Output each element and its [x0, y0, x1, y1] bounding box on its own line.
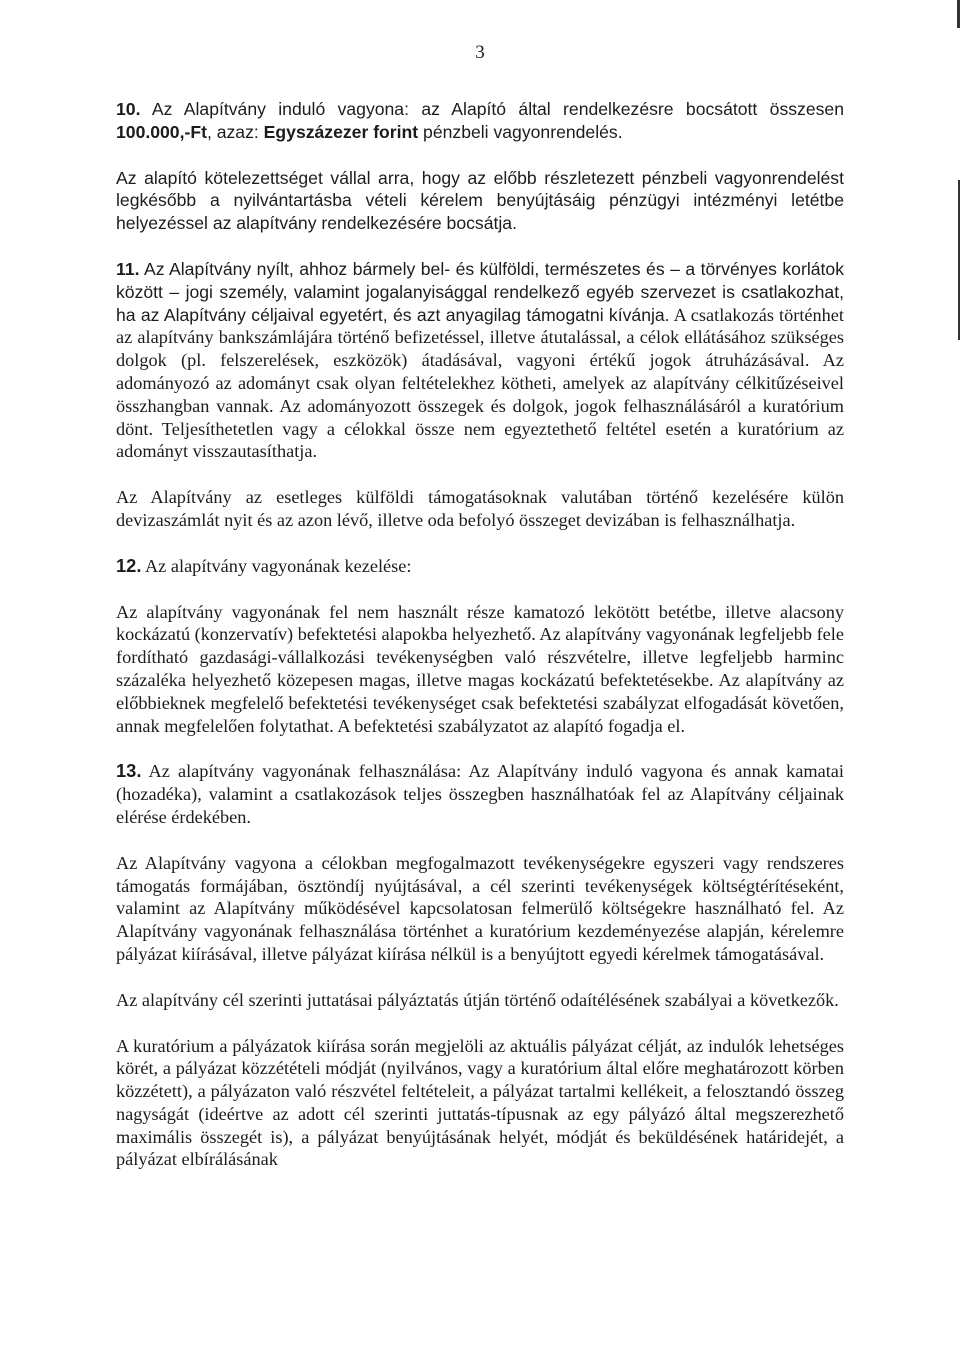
p12-heading-text: Az alapítvány vagyonának kezelése: — [141, 555, 412, 576]
paragraph-12-management: Az alapítvány vagyonának fel nem használt része kamatozó lekötött betétbe, illetve alacsony kockázatú (konzervatív) befektetési alapokba helyezhető. Az alapítvány vagyonának legfeljebb fele fordítható gazdasági-vállalkozási tevékenységben való részvételre, illetve legfeljebb harminc százaléka helyezhető közepesen magas, illetve magas kockázatú befektetésekbe. Az alapítvány az előbbieknek megfelelő befektetési tevékenységet csak befektetési szabályzat elfogadását követően, annak megfelelően folytathat. A befektetési szabályzatot az alapító fogadja el. — [116, 601, 844, 736]
paragraph-11 — [116, 258, 844, 463]
paragraph-13 — [116, 760, 844, 828]
paragraph-13-rules: Az alapítvány cél szerinti juttatásai pályáztatás útján történő odaítélésének szabályai a következők. — [116, 989, 839, 1010]
p11-text-2: A csatlakozás történhet az alapítvány bankszámlájára történő befizetéssel, illetve átutalással, a célok ellátásához szükséges dolgok (pl. felszerelések, eszközök) átadásával, vagyoni értékű jogok átruházásával. Az adományozó az adományt csak olyan feltételekhez kötheti, amelyek az alapítvány célkitűzéseivel összhangban vannak. Az adományozott összegek és dolgok, jogok felhasználásáról a kuratórium dönt. Teljesíthetetlen vagy a célokkal össze nem egyeztethető feltétel esetén a kuratórium az adományt visszautasíthatja. — [116, 304, 844, 462]
section-number-13: 13. — [116, 760, 142, 782]
section-number-10: 10. — [116, 99, 141, 119]
paragraph-10-deposit: Az alapító kötelezettséget vállal arra, hogy az előbb részletezett pénzbeli vagyonrendelést legkésőbb a nyilvántartásba vételi kérelem benyújtásáig pénzügyi intézményi letétbe helyezéssel az alapítvány rendelkezésére bocsátja. — [116, 167, 844, 234]
p10-text-2: , azaz: — [206, 121, 264, 142]
document-body — [116, 98, 844, 1194]
p11-text-1: Az Alapítvány nyílt, ahhoz bármely bel- és külföldi, természetes és – a törvényes korlátok között – jogi személy, valamint jogalanyisággal rendelkező egyéb szervezet is csatlakozhat, ha az Alapítvány céljaival egyetért, és azt anyagilag támogatni kívánja. — [116, 258, 844, 325]
p13-text: Az alapítvány vagyonának felhasználása: Az Alapítvány induló vagyona és annak kamatai (hozadéka), valamint a csatlakozások teljes összegben használhatóak fel az Alapítvány céljainak elérése érdekében. — [116, 761, 844, 827]
section-number-11: 11. — [116, 258, 140, 279]
paragraph-10 — [116, 98, 844, 144]
p10-amount: 100.000,-Ft — [116, 121, 207, 142]
paragraph-13-tender: A kuratórium a pályázatok kiírása során megjelöli az aktuális pályázat célját, az indulók lehetséges körét, a pályázat közzétételi módját (nyilvános, vagy a kuratórium által előre meghatározott körben közzétett), a pályázaton való részvétel feltételeit, a pályázat tartalmi kellékeit, a felosztandó összeg nagyságát (ideértve az adott cél szerinti juttatás-típusnak az egy pályázó által megszerezhető maximális összegét is), a pályázat benyújtásának helyét, módját és beküldésének határidejét, a pályázat elbírálásának — [116, 1035, 844, 1170]
paragraph-13-usage: Az Alapítvány vagyona a célokban megfogalmazott tevékenységekre egyszeri vagy rendszeres támogatás formájában, ösztöndíj nyújtásával, a cél szerinti tevékenységek költségtérítéseként, valamint az Alapítvány működésével kapcsolatosan felmerülő költségekre használható fel. Az Alapítvány vagyonának felhasználása történhet a kuratórium kezdeményezése alapján, kérelemre pályázat kiírásával, illetve pályázat kiírása nélkül is a benyújtott egyedi kérelmek támogatásával. — [116, 852, 844, 964]
page-number: 3 — [475, 42, 485, 63]
section-number-12: 12. — [116, 554, 142, 576]
p10-text-3: pénzbeli vagyonrendelés. — [418, 121, 623, 142]
p10-amount-words: Egyszázezer forint — [263, 121, 419, 142]
paragraph-12-heading — [116, 555, 844, 578]
p10-text-1: Az Alapítvány induló vagyona: az Alapító által rendelkezésre bocsátott összesen — [140, 99, 844, 119]
paragraph-11-foreign: Az Alapítvány az esetleges külföldi támogatásoknak valutában történő kezelésére külön devizaszámlát nyit és az azon lévő, illetve oda befolyó összeget devizában is felhasználhatja. — [116, 487, 844, 530]
